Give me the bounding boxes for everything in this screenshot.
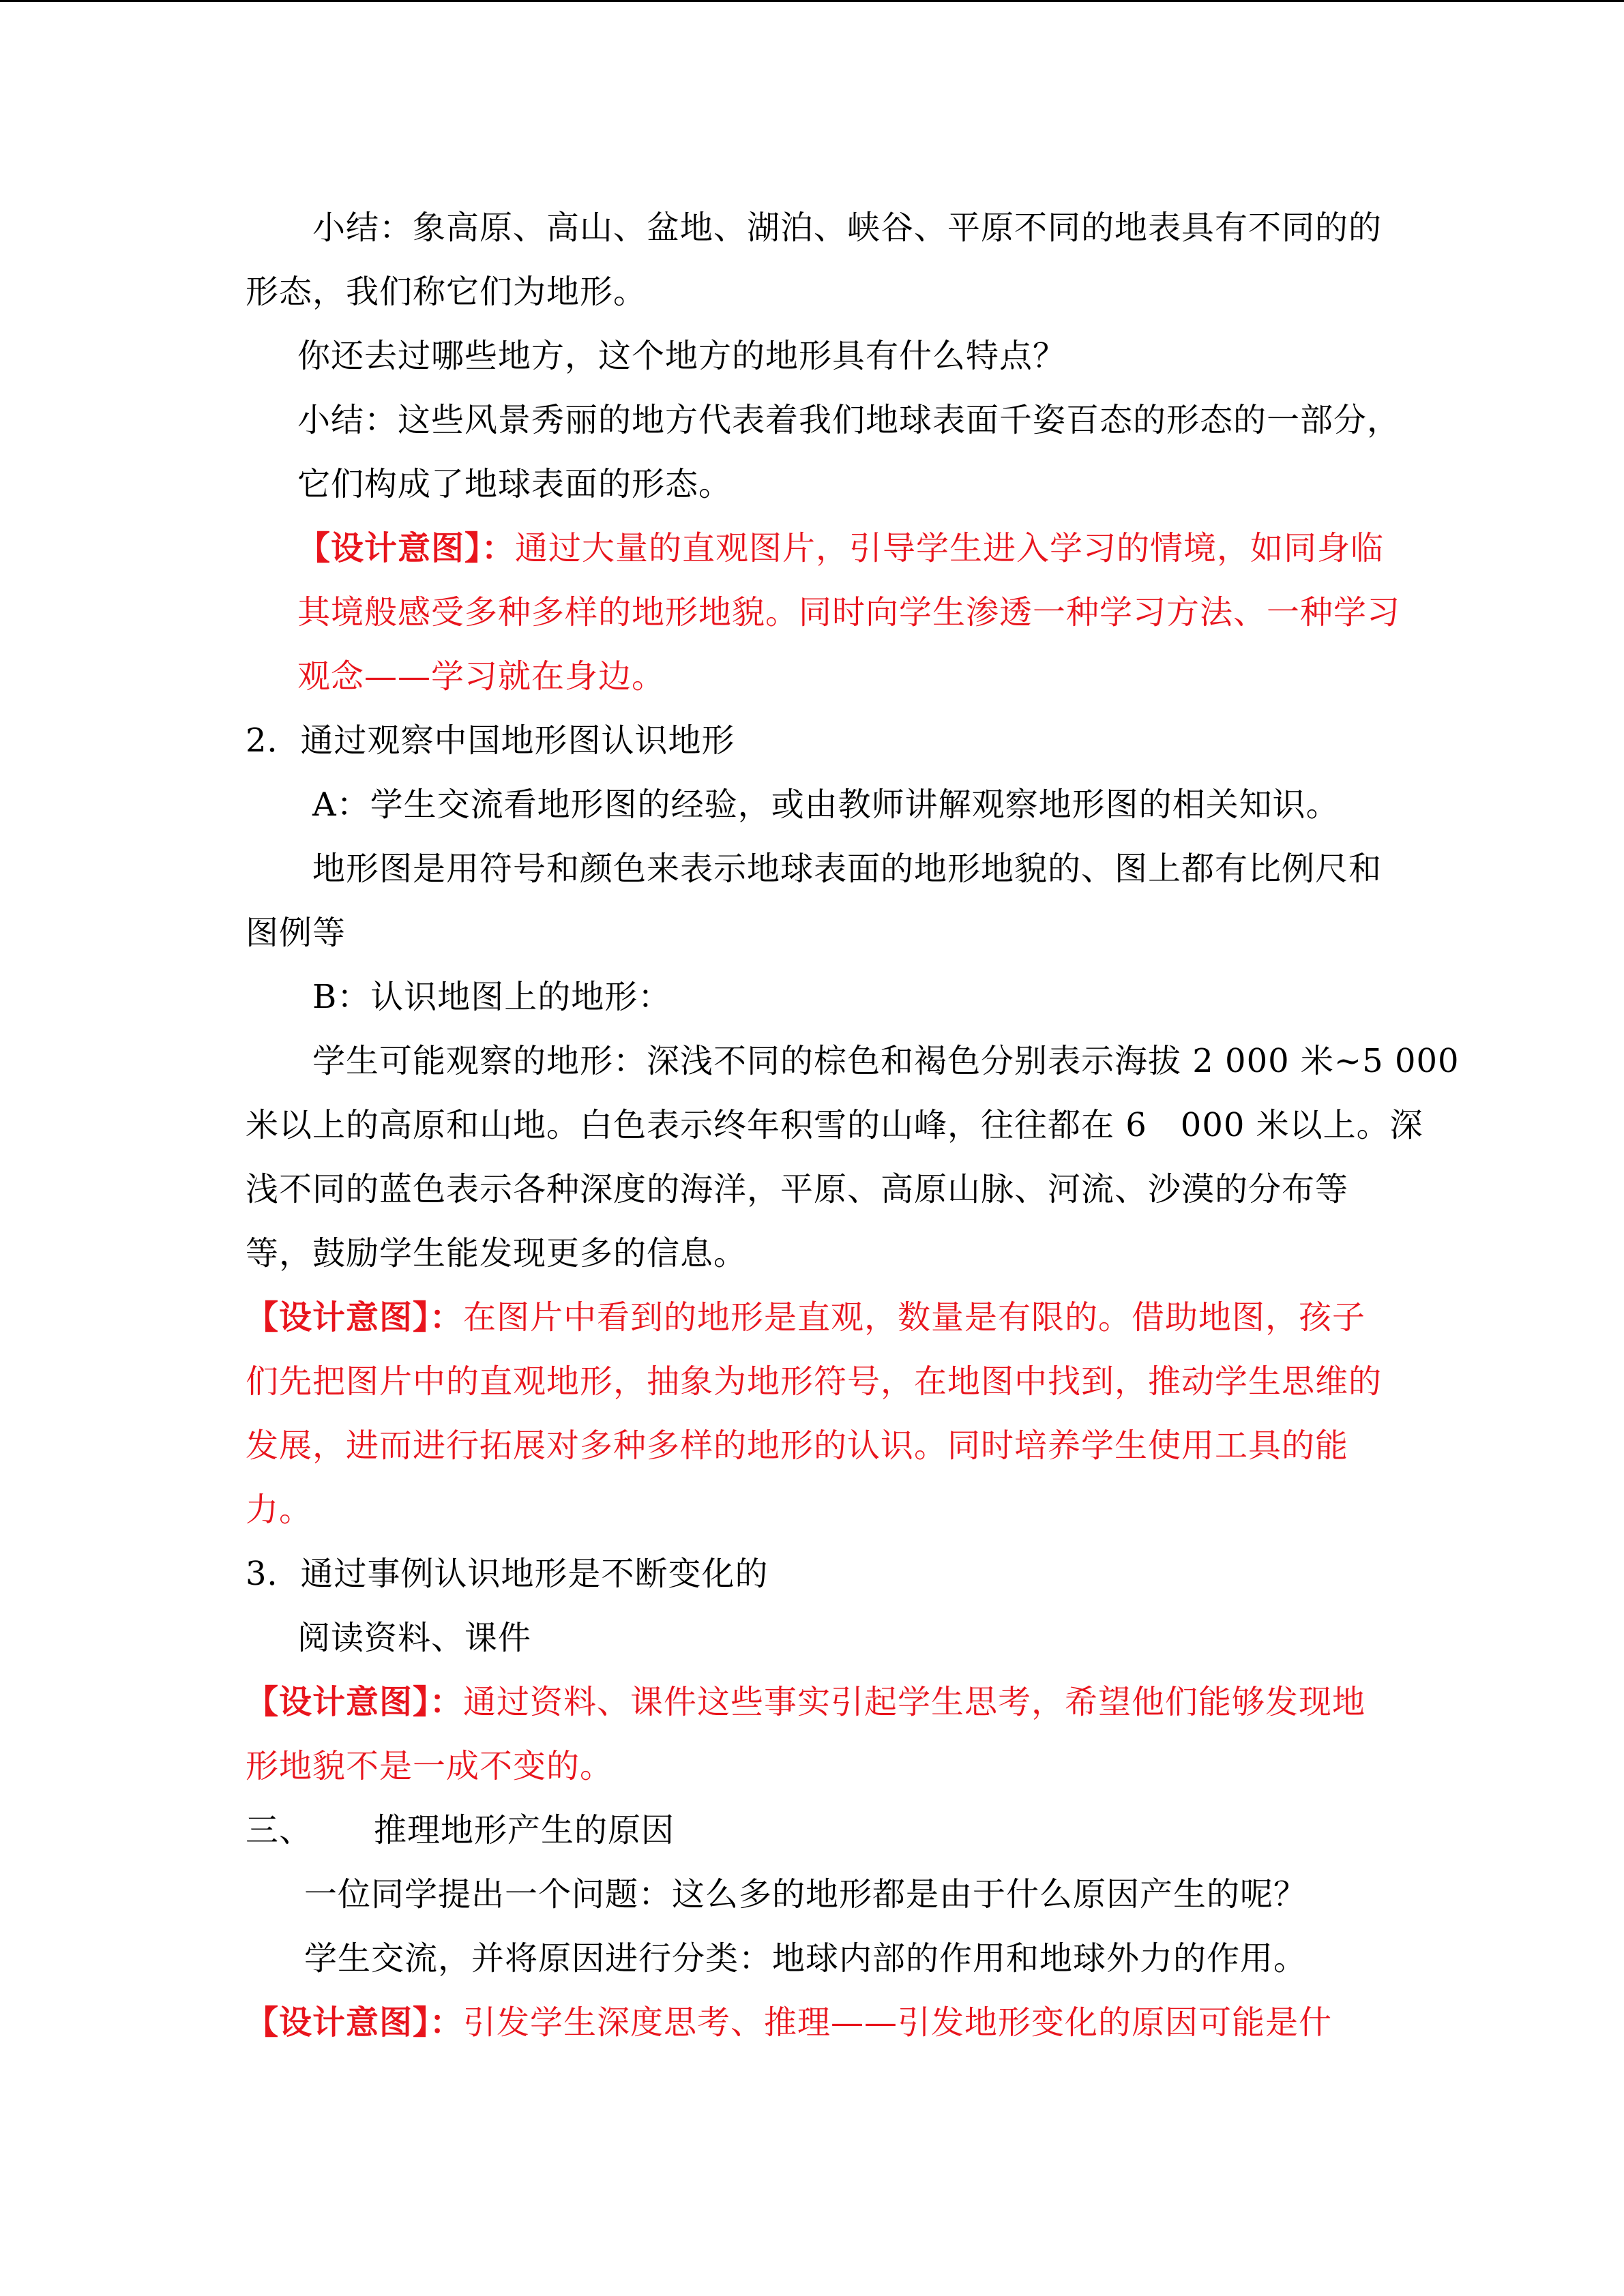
design-intent1-line1 (297, 528, 1384, 569)
page-top-border (0, 0, 1624, 2)
design-intent2-line1 (246, 1297, 1365, 1338)
design-intent2-line2: 们先把图片中的直观地形，抽象为地形符号，在地图中找到，推动学生思维的 (246, 1362, 1383, 1401)
design-intent3-line1 (246, 1682, 1365, 1723)
design-intent2-line3: 发展，进而进行拓展对多种多样的地形的认识。同时培养学生使用工具的能 (246, 1427, 1349, 1465)
map-definition-line1: 地形图是用符号和颜色来表示地球表面的地形地貌的、图上都有比例尺和 (312, 850, 1383, 888)
b-item: B：认识地图上的地形： (312, 978, 672, 1016)
design-intent1-text: 通过大量的直观图片，引导学生进入学习的情境，如同身临 (515, 529, 1385, 567)
summary1-line1: 小结：象高原、高山、盆地、湖泊、峡谷、平原不同的地表具有不同的的 (312, 209, 1383, 247)
design-intent-label: 【设计意图】： (246, 1298, 464, 1337)
design-intent2-line4: 力。 (246, 1491, 313, 1529)
design-intent2-text: 在图片中看到的地形是直观，数量是有限的。借助地图，孩子 (463, 1298, 1366, 1337)
summary2-line1: 小结：这些风景秀丽的地方代表着我们地球表面千姿百态的形态的一部分， (297, 401, 1401, 439)
map-definition-line2: 图例等 (246, 914, 346, 952)
observe-line3: 浅不同的蓝色表示各种深度的海洋，平原、高原山脉、河流、沙漠的分布等 (246, 1170, 1349, 1208)
part3-title: 推理地形产生的原因 (374, 1811, 675, 1849)
design-intent4-text: 引发学生深度思考、推理——引发地形变化的原因可能是什 (463, 2003, 1333, 2042)
observe-line2: 米以上的高原和山地。白色表示终年积雪的山峰，往往都在 6 000 米以上。深 (246, 1106, 1423, 1144)
design-intent-label: 【设计意图】： (246, 1683, 464, 1721)
design-intent1-line2: 其境般感受多种多样的地形地貌。同时向学生渗透一种学习方法、一种学习 (297, 593, 1401, 631)
design-intent3-line2: 形地貌不是一成不变的。 (246, 1747, 614, 1785)
design-intent3-text: 通过资料、课件这些事实引起学生思考，希望他们能够发现地 (463, 1683, 1366, 1721)
student-exchange-line: 学生交流，并将原因进行分类：地球内部的作用和地球外力的作用。 (304, 1939, 1308, 1978)
summary1-line2: 形态，我们称它们为地形。 (246, 273, 647, 311)
design-intent-label: 【设计意图】： (246, 2003, 464, 2042)
question-line: 你还去过哪些地方，这个地方的地形具有什么特点？ (297, 337, 1067, 375)
summary2-line2: 它们构成了地球表面的形态。 (297, 465, 733, 503)
design-intent4-line1 (246, 2002, 1332, 2043)
design-intent-label: 【设计意图】： (297, 529, 516, 567)
student-question-line: 一位同学提出一个问题：这么多的地形都是由于什么原因产生的呢？ (304, 1875, 1308, 1913)
part3-heading (246, 1810, 675, 1851)
section2-heading: 2．通过观察中国地形图认识地形 (246, 721, 735, 760)
design-intent1-line3: 观念——学习就在身边。 (297, 657, 666, 696)
reading-line: 阅读资料、课件 (297, 1619, 532, 1657)
section3-heading: 3．通过事例认识地形是不断变化的 (246, 1555, 769, 1593)
a-item: A：学生交流看地形图的经验，或由教师讲解观察地形图的相关知识。 (312, 786, 1340, 824)
observe-line1: 学生可能观察的地形：深浅不同的棕色和褐色分别表示海拔 2 000 米~5 000 (312, 1042, 1460, 1080)
part3-number: 三、 (246, 1811, 313, 1849)
observe-line4: 等，鼓励学生能发现更多的信息。 (246, 1234, 748, 1272)
